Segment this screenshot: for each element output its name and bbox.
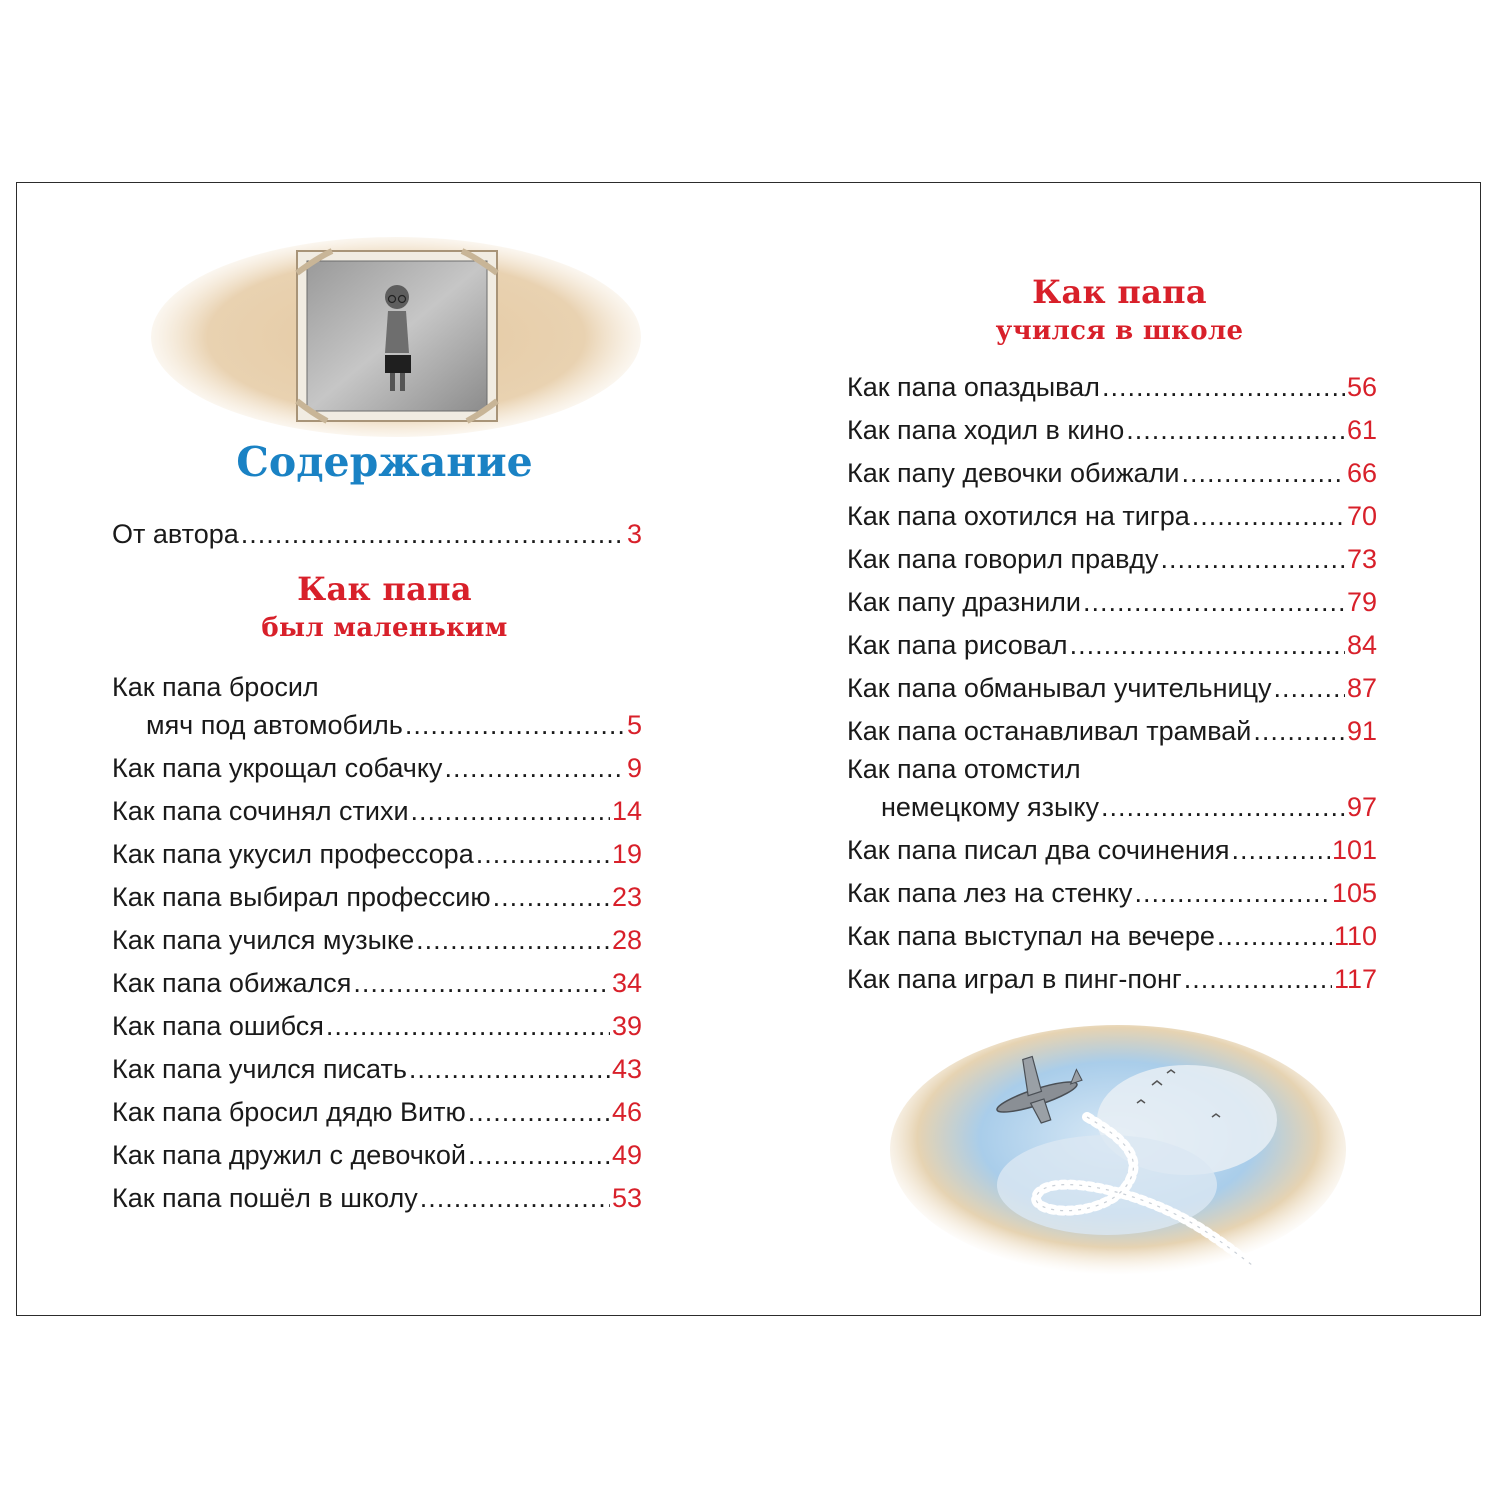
toc-entry[interactable] [112,790,642,833]
entry-title: Как папа учился музыке [112,925,415,955]
contents-heading: Содержание [236,438,533,486]
leader-dots [1274,667,1345,710]
entry-title: Как папа охотился на тигра [847,501,1190,531]
entry-title: Как папа пошёл в школу [112,1183,418,1213]
boy-with-briefcase-illustration [147,233,645,441]
entry-title: Как папа играл в пинг-понг [847,964,1182,994]
entry-title: Как папа укусил профессора [112,839,474,869]
entry-title: Как папа обманывал учительницу [847,673,1272,703]
leader-dots [1184,958,1332,1001]
leader-dots [1134,872,1330,915]
section-2-title-line2: учился в школе [995,316,1244,346]
toc-entry[interactable] [847,710,1377,753]
toc-entry[interactable] [112,1005,642,1048]
page-number: 9 [626,753,642,783]
entry-title: Как папа останавливал трамвай [847,716,1252,746]
page-number: 19 [611,839,642,869]
leader-dots [468,1091,610,1134]
toc-entry[interactable] [847,872,1377,915]
leader-dots [1253,710,1345,753]
page-number: 3 [626,519,642,549]
leader-dots [476,833,610,876]
page-number: 53 [611,1183,642,1213]
leader-dots [1192,495,1345,538]
entry-title: Как папа ошибся [112,1011,324,1041]
author-list [112,513,642,556]
leader-dots [409,1048,610,1091]
entry-title: немецкому языку [881,792,1099,822]
toc-entry[interactable] [847,581,1377,624]
entry-title: Как папа выступал на вечере [847,921,1215,951]
page-number: 117 [1333,964,1377,994]
page-number: 61 [1346,415,1377,445]
entry-title: Как папа учился писать [112,1054,407,1084]
entry-title: Как папа ходил в кино [847,415,1125,445]
toc-entry[interactable] [847,667,1377,710]
entry-title: Как папа рисовал [847,630,1068,660]
toc-entry[interactable] [112,1134,642,1177]
leader-dots [405,704,625,747]
entry-title-line1: Как папа бросил [112,672,319,702]
toc-entry[interactable] [847,915,1377,958]
leader-dots [411,790,610,833]
entry-title: Как папу дразнили [847,587,1082,617]
page-number: 105 [1331,878,1377,908]
toc-entry[interactable] [847,829,1377,872]
leader-dots [1232,829,1330,872]
leader-dots [326,1005,610,1048]
entry-title: мяч под автомобиль [146,710,403,740]
page-number: 23 [611,882,642,912]
page-number: 91 [1346,716,1377,746]
page-number: 39 [611,1011,642,1041]
toc-entry[interactable] [112,962,642,1005]
airplane-illustration [887,1025,1349,1283]
page-number: 87 [1346,673,1377,703]
leader-dots [420,1177,610,1220]
page-number: 14 [611,796,642,826]
entry-title: Как папа укрощал собачку [112,753,443,783]
page-number: 66 [1346,458,1377,488]
entry-title: Как папа говорил правду [847,544,1159,574]
section-1-title-line2: был маленьким [261,613,508,643]
toc-entry[interactable] [112,747,642,790]
leader-dots [1160,538,1344,581]
toc-entry[interactable] [112,833,642,876]
section-2-title-line1: Как папа [1032,273,1207,311]
leader-dots [1083,581,1345,624]
toc-entry[interactable] [112,876,642,919]
toc-entry[interactable] [847,409,1377,452]
leader-dots [1217,915,1332,958]
page-number: 73 [1346,544,1377,574]
toc-entry[interactable] [847,958,1377,1001]
section-1-heading [112,570,657,643]
entry-title: Как папа писал два сочинения [847,835,1230,865]
leader-dots [1101,786,1345,829]
page-number: 5 [626,710,642,740]
entry-title: Как папа дружил с девочкой [112,1140,467,1170]
entry-title: Как папа обижался [112,968,352,998]
toc-entry[interactable] [112,671,642,747]
toc-entry[interactable] [112,1177,642,1220]
entry-title: От автора [112,519,239,549]
book-spread [16,182,1481,1316]
leader-dots [241,513,625,556]
page-number: 34 [611,968,642,998]
section-2-heading [847,273,1392,346]
page-number: 101 [1331,835,1377,865]
toc-entry[interactable] [112,1091,642,1134]
page-number: 28 [611,925,642,955]
toc-entry[interactable] [847,624,1377,667]
entry-title: Как папа лез на стенку [847,878,1133,908]
leader-dots [444,747,625,790]
leader-dots [1070,624,1345,667]
toc-entry[interactable] [112,919,642,962]
page-number: 70 [1346,501,1377,531]
toc-entry[interactable] [847,538,1377,581]
entry-title: Как папа сочинял стихи [112,796,409,826]
page-number: 46 [611,1097,642,1127]
page-number: 110 [1333,921,1377,951]
entry-title: Как папа выбирал профессию [112,882,491,912]
page-number: 43 [611,1054,642,1084]
page-number: 79 [1346,587,1377,617]
page-number: 49 [611,1140,642,1170]
page-number: 56 [1346,372,1377,402]
entry-title: Как папа бросил дядю Витю [112,1097,466,1127]
page-number: 97 [1346,792,1377,822]
section-2-entries [847,366,1377,1001]
entry-title: Как папа опаздывал [847,372,1100,402]
leader-dots [1102,366,1345,409]
leader-dots [1126,409,1345,452]
entry-title: Как папу девочки обижали [847,458,1180,488]
leader-dots [353,962,610,1005]
leader-dots [416,919,610,962]
toc-entry[interactable] [112,1048,642,1091]
toc-entry-author[interactable] [112,513,642,556]
toc-entry[interactable] [847,452,1377,495]
leader-dots [468,1134,610,1177]
entry-title-line1: Как папа отомстил [847,754,1081,784]
toc-entry[interactable] [847,495,1377,538]
page-number: 84 [1346,630,1377,660]
section-1-entries [112,671,642,1220]
leader-dots [1182,452,1345,495]
section-1-title-line1: Как папа [297,570,472,608]
leader-dots [493,876,610,919]
toc-entry[interactable] [847,753,1377,829]
toc-entry[interactable] [847,366,1377,409]
